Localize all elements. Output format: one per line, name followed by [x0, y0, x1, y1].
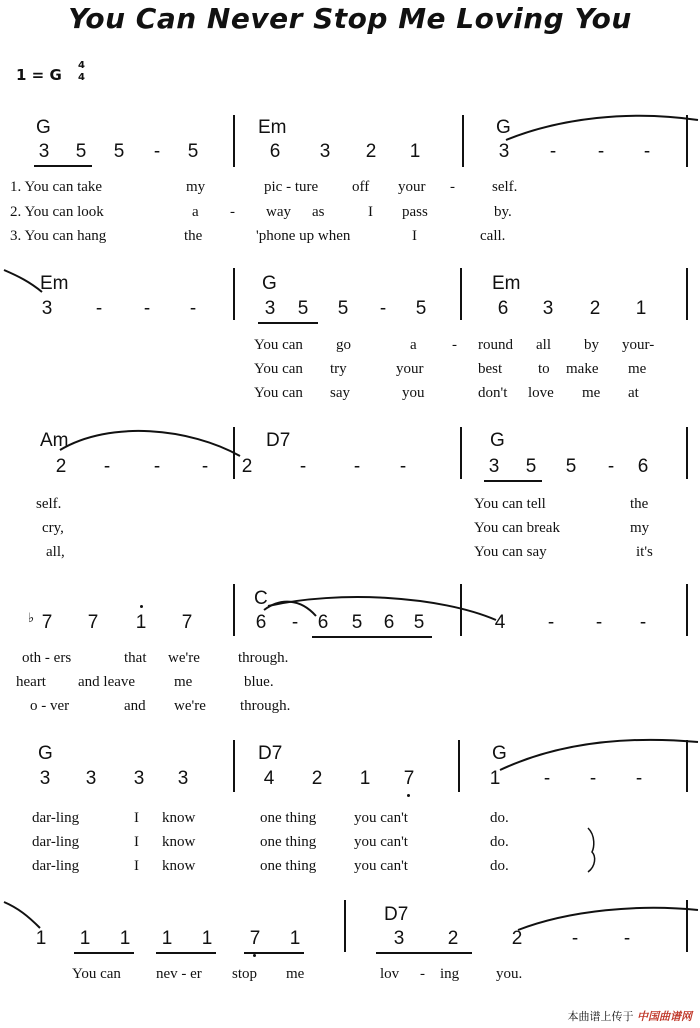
footer-text: 本曲谱上传于 — [567, 1010, 634, 1023]
lyric: your — [396, 361, 424, 377]
note: 5 — [525, 456, 537, 477]
lyric: way — [266, 204, 291, 220]
lyric: love — [528, 385, 554, 401]
lyric: lov — [380, 966, 400, 982]
lyric: me — [286, 966, 305, 982]
lyric: stop — [232, 966, 258, 982]
lyric: 'phone up when — [256, 228, 351, 244]
lyric: - — [420, 966, 425, 982]
tie-arc — [518, 908, 698, 930]
note: 6 — [637, 456, 649, 477]
note: - — [189, 298, 197, 319]
lyric: make — [566, 361, 599, 377]
lyric: - — [230, 204, 235, 220]
lyric: best — [478, 361, 503, 377]
lyric: all, — [46, 544, 65, 560]
lyric: to — [538, 361, 550, 377]
lyric: dar-ling — [32, 834, 80, 850]
lyric: call. — [480, 228, 506, 244]
lyric: oth - ers — [22, 650, 72, 666]
lyric: ing — [440, 966, 460, 982]
chord: G — [496, 117, 511, 138]
lyric: the — [630, 496, 649, 512]
key-signature: 1 = G — [16, 66, 62, 84]
lyric: do. — [490, 810, 509, 826]
note: 3 — [38, 141, 50, 162]
chord: G — [36, 117, 51, 138]
note: 2 — [365, 141, 377, 162]
lyric: 2. You can look — [10, 204, 104, 220]
lyric: pass — [402, 204, 428, 220]
lyric: a — [192, 204, 199, 220]
lyric: you can't — [354, 834, 408, 850]
lyric: heart — [16, 674, 46, 690]
lyric: one thing — [260, 858, 317, 874]
lyric: You can — [254, 385, 303, 401]
note: 3 — [85, 768, 97, 789]
note: - — [95, 298, 103, 319]
note: 5 — [351, 612, 363, 633]
lyric: at — [628, 385, 639, 401]
lyric: all — [536, 337, 551, 353]
note: - — [201, 456, 209, 477]
note: - — [635, 768, 643, 789]
note: - — [547, 612, 555, 633]
note: - — [291, 612, 299, 633]
lyric: your- — [622, 337, 655, 353]
lyric: o - ver — [30, 698, 70, 714]
lyric: say — [330, 385, 350, 401]
note: 5 — [297, 298, 309, 319]
lyric: me — [582, 385, 601, 401]
lyric: you can't — [354, 810, 408, 826]
lyric: do. — [490, 834, 509, 850]
tie-arc — [268, 597, 496, 620]
lyric: and leave — [78, 674, 136, 690]
lyric: a — [410, 337, 417, 353]
lyric: round — [478, 337, 513, 353]
note: - — [623, 928, 631, 949]
note: 2 — [55, 456, 67, 477]
note: 1 — [135, 612, 147, 633]
chord: G — [38, 743, 53, 764]
note: - — [143, 298, 151, 319]
chord: G — [492, 743, 507, 764]
note: 1 — [119, 928, 131, 949]
chord: D7 — [384, 904, 409, 925]
note: 6 — [497, 298, 509, 319]
note: - — [643, 141, 651, 162]
note: - — [299, 456, 307, 477]
footer-brand[interactable]: 中国曲谱网 — [637, 1010, 692, 1023]
lyric: 1. You can take — [10, 179, 103, 195]
note: 4 — [494, 612, 506, 633]
lyric: You can — [254, 337, 303, 353]
lyric: try — [330, 361, 347, 377]
footer-source — [568, 1008, 693, 1024]
tie-arc — [4, 902, 40, 928]
chord: G — [490, 430, 505, 451]
lyric: dar-ling — [32, 858, 80, 874]
note: - — [639, 612, 647, 633]
lyric: - — [450, 179, 455, 195]
lyric: one thing — [260, 834, 317, 850]
note: - — [589, 768, 597, 789]
note: 5 — [113, 141, 125, 162]
note: 5 — [565, 456, 577, 477]
chord: Em — [40, 273, 69, 294]
note: - — [571, 928, 579, 949]
lyric: You can — [72, 966, 121, 982]
chord: Am — [40, 430, 69, 451]
note: 1 — [201, 928, 213, 949]
song-title: You Can Never Stop Me Loving You — [68, 2, 632, 35]
lyric: I — [134, 810, 139, 826]
lyric: blue. — [244, 674, 274, 690]
lyric: I — [412, 228, 417, 244]
lyric: I — [134, 834, 139, 850]
lyric: pic - ture — [264, 179, 319, 195]
note: 6 — [255, 612, 267, 633]
note: - — [153, 141, 161, 162]
lyric: by — [584, 337, 599, 353]
lyric: me — [628, 361, 647, 377]
note: 5 — [415, 298, 427, 319]
note: - — [153, 456, 161, 477]
lyric: me — [174, 674, 193, 690]
lyric: cry, — [42, 520, 64, 536]
flat-sign: ♭ — [28, 610, 35, 625]
note: 6 — [383, 612, 395, 633]
verse-brace — [588, 828, 595, 872]
note: 6 — [317, 612, 329, 633]
note: 5 — [75, 141, 87, 162]
tie-arc — [500, 740, 698, 770]
tie-arc — [60, 431, 240, 456]
note: 1 — [635, 298, 647, 319]
note: 3 — [498, 141, 510, 162]
lyric: You can — [254, 361, 303, 377]
lyric: through. — [238, 650, 289, 666]
lyric: go — [336, 337, 351, 353]
note: 1 — [35, 928, 47, 949]
lyric: you. — [496, 966, 523, 982]
note: 5 — [413, 612, 425, 633]
note: 7 — [87, 612, 99, 633]
note: 3 — [393, 928, 405, 949]
note: 7 — [249, 928, 261, 949]
note: - — [103, 456, 111, 477]
lyric: 3. You can hang — [10, 228, 107, 244]
lyric: You can tell — [474, 496, 546, 512]
lyric: my — [630, 520, 650, 536]
note: 2 — [511, 928, 523, 949]
lyric: - — [452, 337, 457, 353]
lyric: you can't — [354, 858, 408, 874]
lyric: through. — [240, 698, 291, 714]
tie-arc — [264, 602, 316, 616]
note: 2 — [241, 456, 253, 477]
time-signature-bottom: 4 — [78, 72, 85, 83]
lyric: I — [368, 204, 373, 220]
note: - — [597, 141, 605, 162]
lyric: know — [162, 810, 196, 826]
lyric: dar-ling — [32, 810, 80, 826]
lyric: we're — [168, 650, 200, 666]
note: - — [549, 141, 557, 162]
note: 3 — [133, 768, 145, 789]
tie-arc — [506, 116, 698, 140]
lyric: You can break — [474, 520, 560, 536]
lyric: by. — [494, 204, 512, 220]
lyric: it's — [636, 544, 653, 560]
lyric: You can say — [474, 544, 547, 560]
note: - — [595, 612, 603, 633]
note: 1 — [289, 928, 301, 949]
chord: Em — [492, 273, 521, 294]
lyric: don't — [478, 385, 508, 401]
note: 1 — [79, 928, 91, 949]
lyric: nev - er — [156, 966, 202, 982]
note: 5 — [337, 298, 349, 319]
note: 2 — [589, 298, 601, 319]
note: 1 — [409, 141, 421, 162]
note: 1 — [359, 768, 371, 789]
note: 6 — [269, 141, 281, 162]
note: - — [379, 298, 387, 319]
note: 5 — [187, 141, 199, 162]
note: 3 — [39, 768, 51, 789]
note: 1 — [489, 768, 501, 789]
lyric: I — [134, 858, 139, 874]
note: 3 — [41, 298, 53, 319]
lyric: self. — [492, 179, 518, 195]
note: 3 — [488, 456, 500, 477]
note: - — [543, 768, 551, 789]
note: 2 — [311, 768, 323, 789]
note: - — [353, 456, 361, 477]
chord: Em — [258, 117, 287, 138]
note: 3 — [542, 298, 554, 319]
note: - — [607, 456, 615, 477]
note: 3 — [177, 768, 189, 789]
note: 3 — [264, 298, 276, 319]
lyric: as — [312, 204, 325, 220]
lyric: the — [184, 228, 203, 244]
note: 3 — [319, 141, 331, 162]
lyric: know — [162, 858, 196, 874]
lyric: my — [186, 179, 206, 195]
lyric: self. — [36, 496, 62, 512]
note: 7 — [181, 612, 193, 633]
note: 7 — [41, 612, 53, 633]
note: 7 — [403, 768, 415, 789]
chord: D7 — [258, 743, 283, 764]
tie-arc — [4, 270, 42, 292]
lyric: do. — [490, 858, 509, 874]
chord: G — [262, 273, 277, 294]
lyric: off — [352, 179, 370, 195]
lyric: know — [162, 834, 196, 850]
note: 1 — [161, 928, 173, 949]
note: - — [399, 456, 407, 477]
time-signature-top: 4 — [78, 60, 85, 71]
note: 4 — [263, 768, 275, 789]
lyric: one thing — [260, 810, 317, 826]
lyric: we're — [174, 698, 206, 714]
chord: C — [254, 588, 268, 609]
note: 2 — [447, 928, 459, 949]
lyric: your — [398, 179, 426, 195]
lyric: that — [124, 650, 147, 666]
lyric: you — [402, 385, 425, 401]
lyric: and — [124, 698, 146, 714]
chord: D7 — [266, 430, 291, 451]
